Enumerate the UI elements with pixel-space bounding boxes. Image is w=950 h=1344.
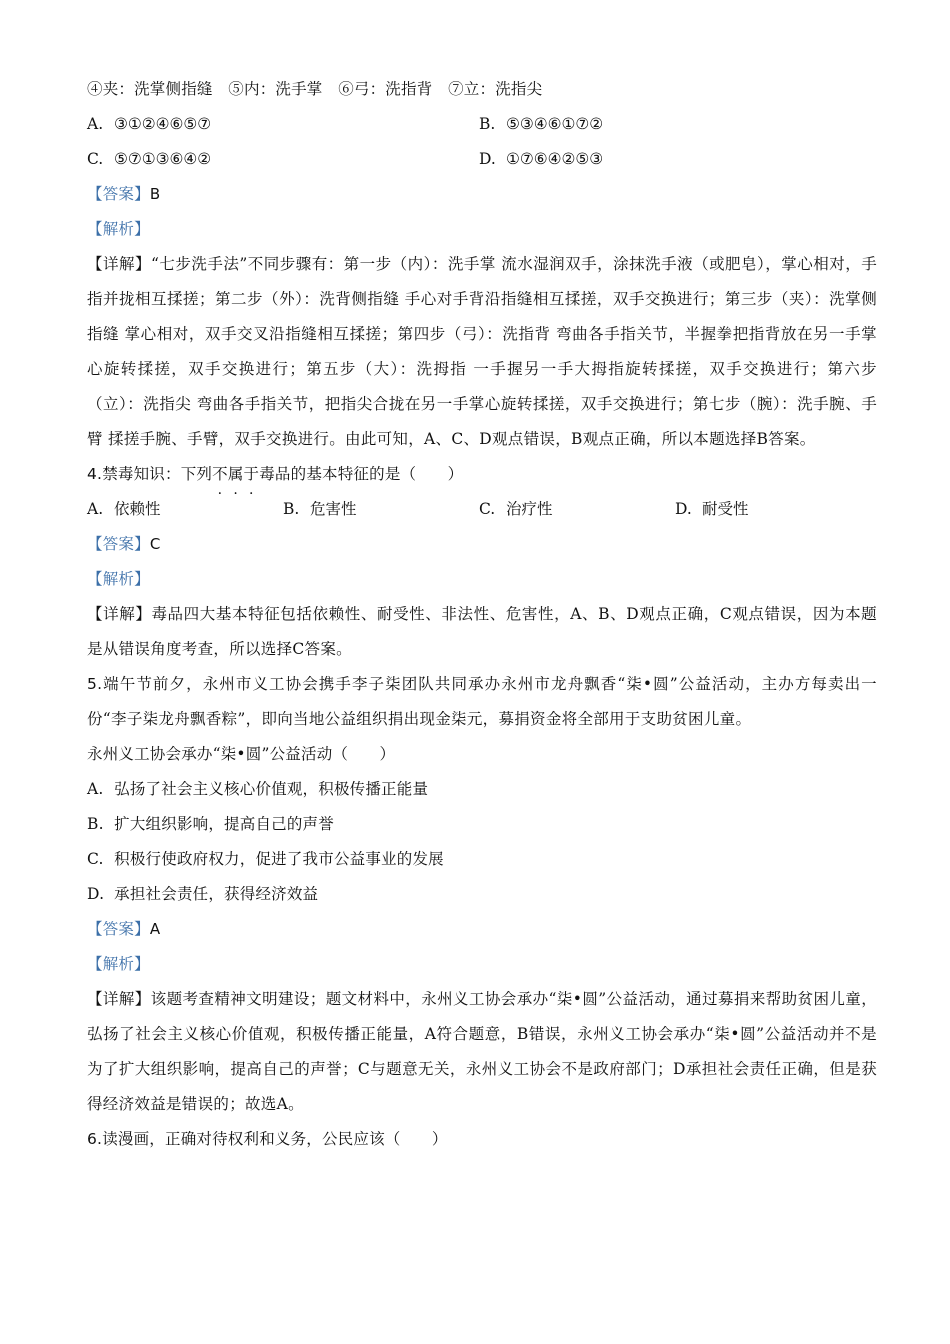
option-text: 承担社会责任，获得经济效益	[114, 885, 319, 903]
detail-text: 该题考查精神文明建设；题文材料中，永州义工协会承办“柒•圆”公益活动，通过募捐来帮助贫困儿童，弘扬了社会主义核心价值观，积极传播正能量，A符合题意，B错误，永州义工协会承办“柒•圆”公益活动并不是为了扩大组织影响，提高自己的声誉；C与题意无关，永州义工协会不是政府部门；D承担社会责任正确，但是获得经济效益是错误的；故选A。	[87, 990, 878, 1113]
detail-label: 【详解】	[87, 990, 151, 1008]
option-text: 积极行使政府权力，促进了我市公益事业的发展	[114, 850, 444, 868]
q4-option-d	[675, 492, 871, 527]
analysis-label: 【解析】	[87, 955, 150, 973]
q4-analysis	[87, 562, 877, 597]
option-letter: D.	[675, 500, 692, 518]
answer-label: 【答案】	[87, 535, 150, 553]
option-letter: C.	[87, 150, 104, 168]
q3-option-a	[87, 107, 479, 142]
option-text: 依赖性	[113, 500, 161, 518]
q4-option-b	[283, 492, 479, 527]
q5-detail	[87, 982, 877, 1122]
emphasis-char: 于	[243, 465, 260, 483]
detail-text: “七步洗手法”不同步骤有：第一步（内）：洗手掌 流水湿润双手，涂抹洗手液（或肥皂），掌心相对，手指并拢相互揉搓；第二步（外）：洗背侧指缝 手心对手背沿指缝相互揉搓，双手交换进行；第三步（夹）：洗掌侧指缝 掌心相对，双手交叉沿指缝相互揉搓；第四步（弓）：洗指背 弯曲各手指关节，半握拳把指背放在另一手掌心旋转揉搓，双手交换进行；第五步（大）：洗拇指 一手握另一手大拇指旋转揉搓，双手交换进行；第六步（立）：洗指尖 弯曲各手指关节，把指尖合拢在另一手掌心旋转揉搓，双手交换进行；第七步（腕）：洗手腕、手臂 揉搓手腕、手臂，双手交换进行。由此可知，A、C、D观点错误，B观点正确，所以本题选择B答案。	[87, 255, 878, 448]
option-text: ③①②④⑥⑤⑦	[113, 115, 212, 133]
stem-text: 读漫画，正确对待权利和义务，公民应该（ ）	[102, 1130, 448, 1148]
q5-stem	[87, 667, 877, 737]
q3-answer	[87, 177, 877, 212]
analysis-label: 【解析】	[87, 570, 150, 588]
answer-label: 【答案】	[87, 185, 150, 203]
emphasis-char: 不	[212, 465, 228, 483]
q4-stem	[87, 457, 877, 492]
detail-label: 【详解】	[87, 605, 152, 623]
q6-stem	[87, 1122, 877, 1157]
option-text: ⑤③④⑥①⑦②	[505, 115, 604, 133]
option-letter: B.	[479, 115, 496, 133]
q5-option-a	[87, 772, 877, 807]
analysis-label: 【解析】	[87, 220, 150, 238]
detail-label: 【详解】	[87, 255, 151, 273]
q5-option-c	[87, 842, 877, 877]
q3-analysis	[87, 212, 877, 247]
option-letter: D.	[87, 885, 105, 903]
question-number: 6.	[87, 1130, 103, 1148]
option-text: ①⑦⑥④②⑤③	[505, 150, 604, 168]
option-text: 耐受性	[701, 500, 749, 518]
option-text: 弘扬了社会主义核心价值观，积极传播正能量	[114, 780, 429, 798]
option-text: ⑤⑦①③⑥④②	[113, 150, 212, 168]
q3-options-row-1	[87, 107, 877, 142]
q5-option-d	[87, 877, 877, 912]
option-letter: A.	[87, 115, 104, 133]
option-text: 危害性	[309, 500, 357, 518]
answer-value: C	[149, 535, 161, 553]
answer-label: 【答案】	[87, 920, 150, 938]
stem-before: 禁毒知识：下列	[102, 465, 213, 483]
q3-options-row-2	[87, 142, 877, 177]
q3-detail	[87, 247, 877, 457]
answer-value: A	[149, 920, 161, 938]
option-letter: C.	[479, 500, 496, 518]
q3-steps-continued: ④夹：洗掌侧指缝 ⑤内：洗手掌 ⑥弓：洗指背 ⑦立：洗指尖	[87, 80, 543, 98]
document-page	[87, 72, 877, 1157]
option-letter: C.	[87, 850, 104, 868]
q4-options	[87, 492, 877, 527]
option-letter: B.	[87, 815, 104, 833]
option-letter: B.	[283, 500, 300, 518]
q4-option-c	[479, 492, 675, 527]
q5-sub-stem: 永州义工协会承办“柒•圆”公益活动（ ）	[87, 745, 396, 763]
option-letter: D.	[479, 150, 496, 168]
q3-option-b	[479, 107, 871, 142]
question-number: 4.	[87, 465, 103, 483]
stem-after: 毒品的基本特征的是（ ）	[259, 465, 464, 483]
q5-analysis	[87, 947, 877, 982]
emphasis-char: 属	[227, 465, 244, 483]
q3-option-c	[87, 142, 479, 177]
option-text: 治疗性	[505, 500, 553, 518]
answer-value: B	[149, 185, 161, 203]
stem-text: 端午节前夕，永州市义工协会携手李子柒团队共同承办永州市龙舟飘香“柒•圆”公益活动，主办方每卖出一份“李子柒龙舟飘香粽”，即向当地公益组织捐出现金柒元，募捐资金将全部用于支助贫困儿童。	[87, 675, 877, 728]
q4-detail	[87, 597, 877, 667]
q5-option-b	[87, 807, 877, 842]
question-number: 5.	[87, 675, 103, 693]
option-letter: A.	[87, 780, 104, 798]
q5-answer	[87, 912, 877, 947]
q4-answer	[87, 527, 877, 562]
option-text: 扩大组织影响，提高自己的声誉	[114, 815, 334, 833]
option-letter: A.	[87, 500, 104, 518]
detail-text: 毒品四大基本特征包括依赖性、耐受性、非法性、危害性，A、B、D观点正确，C观点错误，因为本题是从错误角度考查，所以选择C答案。	[87, 605, 877, 658]
q3-option-d	[479, 142, 871, 177]
